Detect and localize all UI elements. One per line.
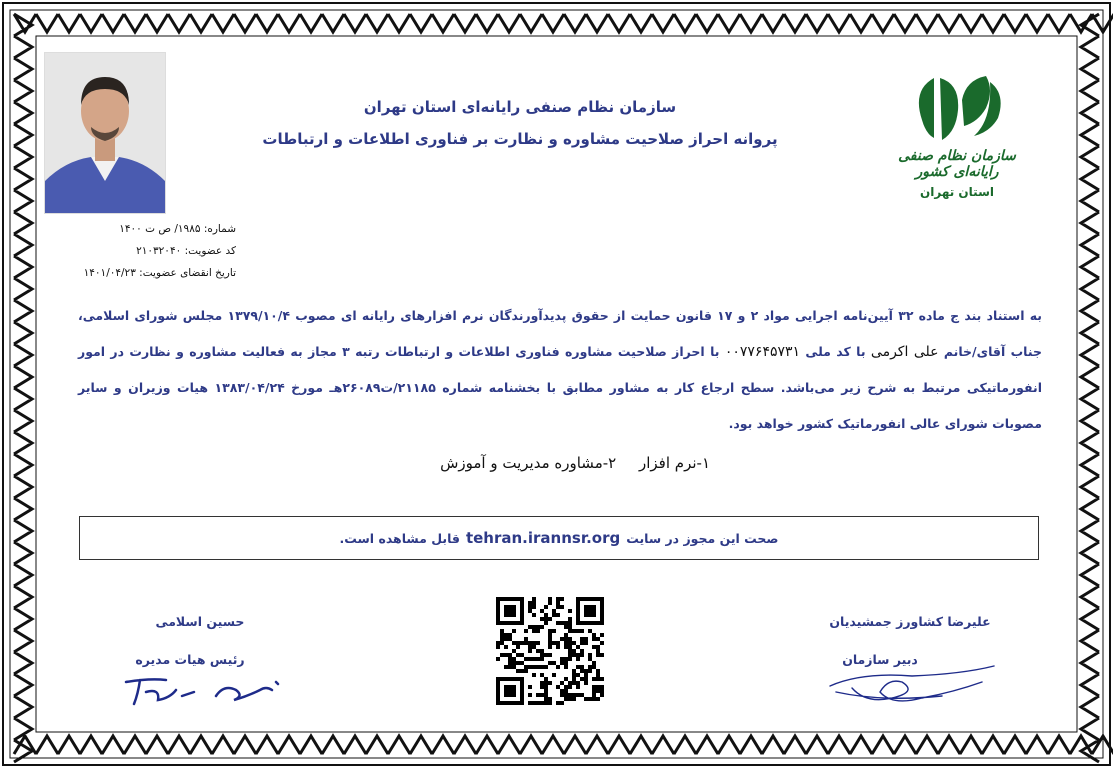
membership-code: کد عضویت: ۲۱۰۳۲۰۴۰ (136, 245, 236, 257)
holder-name: علی اکرمی (870, 344, 939, 360)
license-field-item: ۲-مشاوره مدیریت و آموزش (440, 454, 617, 472)
secretary-signature (822, 652, 1002, 708)
license-title: پروانه احراز صلاحیت مشاوره و نظارت بر فناوری اطلاعات و ارتباطات (262, 130, 778, 148)
certificate-body (40, 40, 1073, 728)
membership-expiry: تاریخ انقضای عضویت: ۱۴۰۱/۰۴/۲۳ (83, 267, 236, 279)
chairman-name: حسین اسلامی (155, 614, 245, 629)
logo-wordmark: سازمان نظام صنفی رایانه‌ای کشور (898, 148, 1016, 180)
verification-text-after: قابل مشاهده است. (339, 530, 460, 546)
verification-text-before: صحت این مجوز در سایت (626, 530, 779, 546)
certificate-header (240, 98, 800, 148)
holder-photo (44, 52, 166, 214)
secretary-title: دبیر سازمان (842, 652, 918, 667)
certificate-number: شماره: ۱۹۸۵/ ص ت ۱۴۰۰ (119, 223, 236, 235)
organization-title: سازمان نظام صنفی رایانه‌ای استان تهران (363, 98, 677, 116)
certificate-meta (50, 218, 236, 284)
certificate-text-part3: با احراز صلاحیت مشاوره فناوری اطلاعات و ارتباطات رتبه ۳ مجاز به فعالیت مشاوره و نظارت در امور انفورماتیکی مرتبط به شرح زیر می‌باشد. سطح ارجاع کار به مشاور مطابق با بخشنامه شماره ۲۱۱۸۵/ت۲۶۰۸۹هـ مورخ ۱۳۸۳/۰۴/۲۴ هیات وزیران و سایر مصوبات شورای عالی انفورماتیک کشور خواهد بود. (78, 344, 1042, 431)
certificate-text (78, 298, 1042, 442)
secretary-name: علیرضا کشاورز جمشیدیان (829, 614, 991, 629)
verification-site: tehran.irannsr.org (465, 529, 621, 547)
logo-province: استان تهران (920, 185, 994, 199)
license-field-item: ۱-نرم افزار (638, 454, 710, 472)
verification-box (79, 516, 1039, 560)
qr-code (496, 597, 604, 705)
national-id: ۰۰۷۷۶۴۵۷۳۱ (724, 344, 801, 360)
chairman-signature (120, 660, 290, 710)
certificate-text-part2: با کد ملی (805, 344, 866, 359)
license-fields (240, 454, 710, 472)
portrait-image (45, 53, 165, 213)
chairman-title: رئیس هیات مدیره (135, 652, 245, 667)
certificate-text-part1: به استناد بند ج ماده ۳۲ آیین‌نامه اجرایی مواد ۲ و ۱۷ قانون حمایت از حقوق پدیدآورندگان نرم افزارهای رایانه ای مصوب ۱۳۷۹/۱۰/۴ مجلس شورای اسلامی، جناب آقای/خانم (78, 308, 1042, 359)
verification-text (80, 517, 1038, 559)
